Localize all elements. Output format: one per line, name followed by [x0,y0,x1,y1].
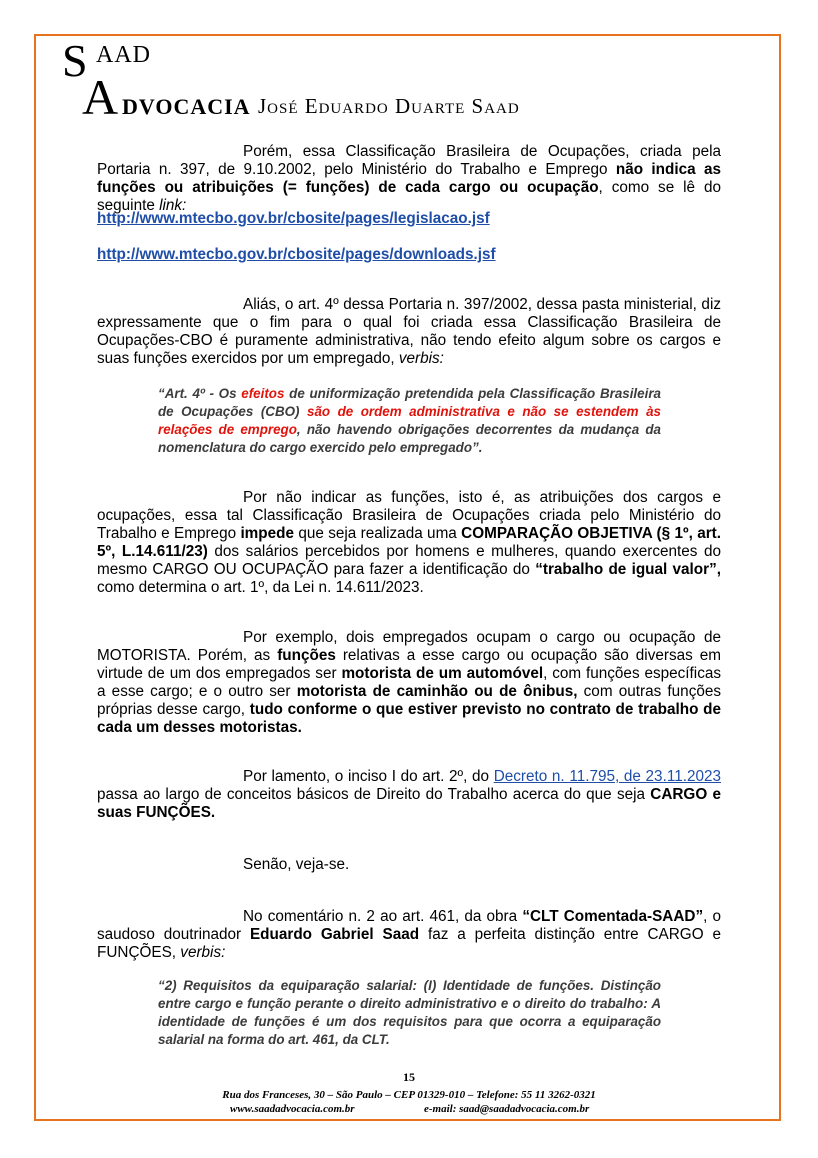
paragraph-senao: Senão, veja-se. [243,856,350,873]
paragraph-cbo: Porém, essa Classificação Brasileira de Ocupações, criada pela Portaria n. 397, de 9.10.2002, pelo Ministério do Trabalho e Emprego não indica as funções ou atribuições (= funções) de cada cargo ou ocupação, como se lê do seguinte link: [97,143,721,214]
link-decreto[interactable]: Decreto n. 11.795, de 23.11.2023 [493,768,721,785]
footer-address: Rua dos Franceses, 30 – São Paulo – CEP 01329-010 – Telefone: 55 11 3262-0321 [222,1089,596,1101]
logo-letter-s: S [62,35,88,86]
quote-requisitos: “2) Requisitos da equiparação salarial: (I) Identidade de funções. Distinção entre cargo e função perante o direito administrativo e o direito do trabalho: A identidade de funções é um dos requisitos para que ocorra a equiparação salarial na forma do art. 461, da CLT. [158,978,661,1047]
link-legislacao[interactable]: http://www.mtecbo.gov.br/cbosite/pages/legislacao.jsf [97,210,490,227]
link-legislacao-line [97,210,721,228]
page-number: 15 [403,1070,415,1084]
logo-owner-name: José Eduardo Duarte Saad [258,94,520,118]
link-downloads[interactable]: http://www.mtecbo.gov.br/cbosite/pages/downloads.jsf [97,246,496,263]
footer-email: e-mail: saad@saadadvocacia.com.br [424,1103,590,1115]
footer-website: www.saadadvocacia.com.br [230,1103,355,1115]
saad-advocacia-logo [60,35,540,125]
logo-letter-a: A [82,69,119,125]
paragraph-motorista: Por exemplo, dois empregados ocupam o cargo ou ocupação de MOTORISTA. Porém, as funções relativas a esse cargo ou ocupação são diversas em virtude de um dos empregados ser motorista de um automóvel, com funções específicas a esse cargo; e o outro ser motorista de caminhão ou de ônibus, com outras funções próprias desse cargo, tudo conforme o que estiver previsto no contrato de trabalho de cada um desses motoristas. [97,629,722,736]
paragraph-decreto: Por lamento, o inciso I do art. 2º, do Decreto n. 11.795, de 23.11.2023 passa ao largo de conceitos básicos de Direito do Trabalho acerca do que seja CARGO e suas FUNÇÕES. [97,768,721,821]
link-downloads-line [97,246,721,264]
paragraph-comparacao: Por não indicar as funções, isto é, as atribuições dos cargos e ocupações, essa tal Classificação Brasileira de Ocupações criada pelo Ministério do Trabalho e Emprego impede que seja realizada uma COMPARAÇÃO OBJETIVA (§ 1º, art. 5º, L.14.611/23) dos salários percebidos por homens e mulheres, quando exercentes do mesmo CARGO OU OCUPAÇÃO para fazer a identificação do “trabalho de igual valor”, como determina o art. 1º, da Lei n. 14.611/2023. [97,489,722,596]
logo-dvocacia: DVOCACIA [122,94,251,119]
paragraph-comentario: No comentário n. 2 ao art. 461, da obra “CLT Comentada-SAAD”, o saudoso doutrinador Eduardo Gabriel Saad faz a perfeita distinção entre CARGO e FUNÇÕES, verbis: [97,908,721,961]
logo-aad: AAD [96,42,151,68]
quote-art4: “Art. 4º - Os efeitos de uniformização pretendida pela Classificação Brasileira de Ocupações (CBO) são de ordem administrativa e não se estendem às relações de emprego, não havendo obrigações decorrentes da mudança da nomenclatura do cargo exercido pelo empregado”. [158,386,662,455]
paragraph-art4: Aliás, o art. 4º dessa Portaria n. 397/2002, dessa pasta ministerial, diz expressamente que o fim para o qual foi criada essa Classificação Brasileira de Ocupações-CBO é puramente administrativa, não tendo efeito algum sobre os cargos e suas funções exercidos por um empregado, verbis: [97,296,721,367]
